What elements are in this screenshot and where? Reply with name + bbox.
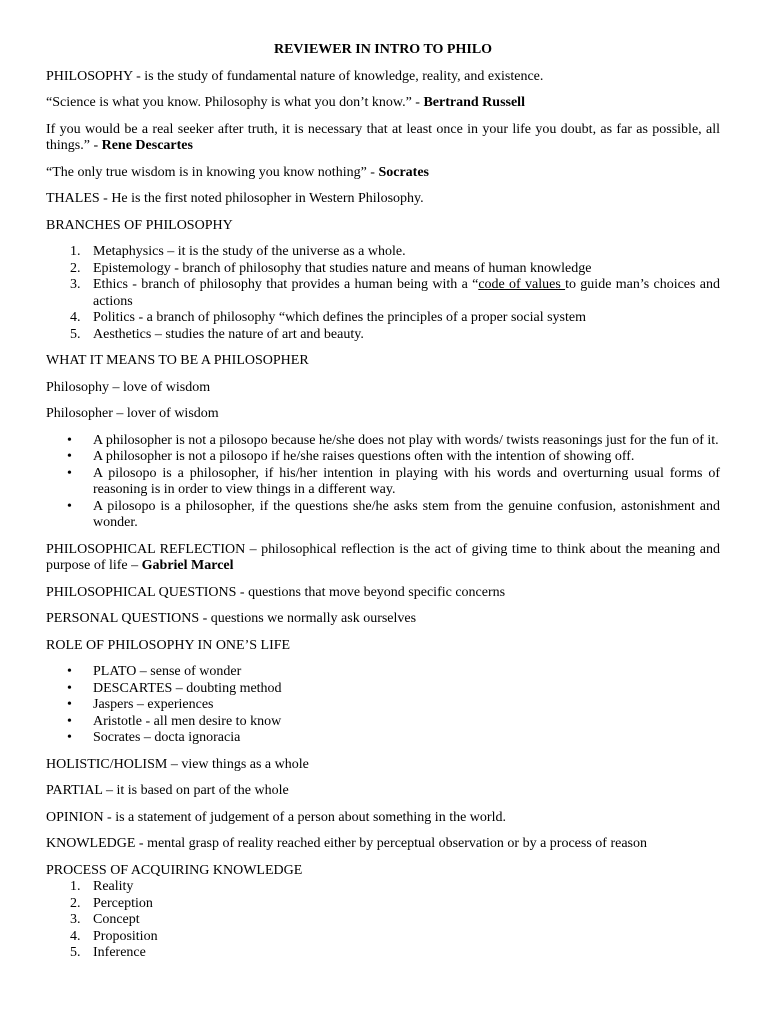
bullet-icon: • — [67, 664, 72, 679]
list-item-text: A pilosopo is a philosopher, if the questions she/he asks stem from the genuine confusion, astonishment and wonder. — [93, 498, 720, 530]
philosophy-meaning: Philosophy – love of wisdom — [46, 379, 211, 395]
bullet-icon: • — [67, 432, 72, 448]
list-item — [46, 261, 720, 278]
list-item — [46, 879, 720, 896]
list-item-text-pre: Ethics - branch of philosophy that provides a human being with a “ — [93, 277, 479, 292]
list-number: 5. — [70, 326, 81, 342]
list-item — [46, 664, 720, 681]
list-item-text: Concept — [93, 912, 140, 927]
list-item-text: Proposition — [93, 928, 158, 944]
list-item — [46, 310, 720, 327]
pilosopo-list — [46, 433, 720, 532]
bullet-icon: • — [67, 680, 72, 696]
process-heading: PROCESS OF ACQUIRING KNOWLEDGE — [46, 862, 303, 878]
list-number: 2. — [70, 260, 81, 276]
list-item-text: PLATO – sense of wonder — [93, 664, 242, 679]
bullet-icon: • — [67, 449, 72, 464]
quote-descartes-text: If you would be a real seeker after truth, it is necessary that at least once in your life you doubt, as far as possible, all things.” - — [46, 121, 720, 153]
list-item — [46, 244, 720, 261]
list-item — [46, 449, 720, 466]
list-item-text: Socrates – docta ignoracia — [93, 730, 241, 745]
list-item-text: A pilosopo is a philosopher, if his/her intention in playing with his words and overturning usual forms of reasoning is in order to view things in a different way. — [93, 465, 720, 497]
list-number: 3. — [70, 277, 81, 292]
reflection-author: Gabriel Marcel — [141, 558, 234, 573]
list-number: 1. — [70, 879, 81, 894]
bullet-icon: • — [67, 465, 72, 481]
philosophy-definition: PHILOSOPHY - is the study of fundamental nature of knowledge, reality, and existence. — [46, 68, 544, 84]
philosophical-reflection — [46, 542, 720, 575]
quote-descartes-author: Rene Descartes — [101, 138, 193, 153]
list-number: 2. — [70, 895, 81, 911]
underlined-phrase: code of values — [478, 277, 566, 292]
list-item — [46, 277, 720, 310]
list-number: 5. — [70, 945, 81, 960]
quote-socrates-text: “The only true wisdom is in knowing you know nothing” - — [46, 164, 379, 180]
list-item — [46, 327, 720, 344]
quote-russell-author: Bertrand Russell — [423, 95, 525, 110]
quote-socrates-author: Socrates — [378, 164, 430, 180]
list-item — [46, 896, 720, 913]
list-item-text: A philosopher is not a pilosopo if he/she raises questions often with the intention of showing off. — [93, 449, 635, 464]
list-number: 3. — [70, 912, 81, 927]
list-item-text: Inference — [93, 945, 146, 960]
list-item-text-post: to guide man’s choices and actions — [93, 277, 720, 309]
bullet-icon: • — [67, 498, 72, 514]
list-number: 4. — [70, 310, 81, 325]
branches-list — [46, 244, 720, 343]
philosopher-meaning: Philosopher – lover of wisdom — [46, 406, 219, 421]
branches-heading: BRANCHES OF PHILOSOPHY — [46, 217, 233, 233]
list-item-text: Perception — [93, 895, 153, 911]
list-number: 4. — [70, 928, 81, 944]
list-item — [46, 912, 720, 929]
list-item — [46, 929, 720, 946]
thales-definition: THALES - He is the first noted philosopher in Western Philosophy. — [46, 191, 424, 206]
bullet-icon: • — [67, 730, 72, 745]
list-item-text: Reality — [93, 879, 134, 894]
philosopher-heading: WHAT IT MEANS TO BE A PHILOSOPHER — [46, 353, 309, 368]
quote-russell-text: “Science is what you know. Philosophy is what you don’t know.” - — [46, 95, 424, 110]
bullet-icon: • — [67, 713, 72, 729]
philosophical-questions: PHILOSOPHICAL QUESTIONS - questions that move beyond specific concerns — [46, 584, 506, 600]
partial-definition: PARTIAL – it is based on part of the whole — [46, 783, 289, 798]
list-item — [46, 697, 720, 714]
roles-list — [46, 664, 720, 747]
document-page — [46, 42, 720, 972]
quote-socrates — [46, 165, 720, 182]
role-heading: ROLE OF PHILOSOPHY IN ONE’S LIFE — [46, 637, 291, 653]
bullet-icon: • — [67, 697, 72, 712]
list-item-text: Metaphysics – it is the study of the universe as a whole. — [93, 244, 406, 259]
holistic-definition: HOLISTIC/HOLISM – view things as a whole — [46, 756, 309, 772]
knowledge-definition: KNOWLEDGE - mental grasp of reality reached either by perceptual observation or by a process of reason — [46, 836, 647, 851]
list-item-text: Epistemology - branch of philosophy that studies nature and means of human knowledge — [93, 260, 592, 276]
list-item — [46, 499, 720, 532]
reflection-text: PHILOSOPHICAL REFLECTION – philosophical reflection is the act of giving time to think about the meaning and purpose of life – — [46, 541, 720, 573]
document-title: REVIEWER IN INTRO TO PHILO — [273, 42, 493, 57]
list-item — [46, 466, 720, 499]
list-number: 1. — [70, 244, 81, 259]
opinion-definition: OPINION - is a statement of judgement of a person about something in the world. — [46, 809, 506, 825]
list-item — [46, 730, 720, 747]
list-item-text: Jaspers – experiences — [93, 697, 214, 712]
personal-questions: PERSONAL QUESTIONS - questions we normally ask ourselves — [46, 611, 417, 626]
quote-descartes — [46, 122, 720, 155]
list-item-text: DESCARTES – doubting method — [93, 680, 282, 696]
list-item — [46, 681, 720, 698]
list-item-text: Politics - a branch of philosophy “which defines the principles of a proper social system — [93, 310, 586, 325]
list-item-text: Aesthetics – studies the nature of art and beauty. — [93, 326, 364, 342]
list-item-text: Aristotle - all men desire to know — [93, 713, 282, 729]
list-item — [46, 945, 720, 962]
process-list — [46, 879, 720, 962]
quote-russell — [46, 95, 720, 112]
list-item-text: A philosopher is not a pilosopo because he/she does not play with words/ twists reasonings just for the fun of it. — [93, 432, 719, 448]
list-item — [46, 433, 720, 450]
list-item — [46, 714, 720, 731]
